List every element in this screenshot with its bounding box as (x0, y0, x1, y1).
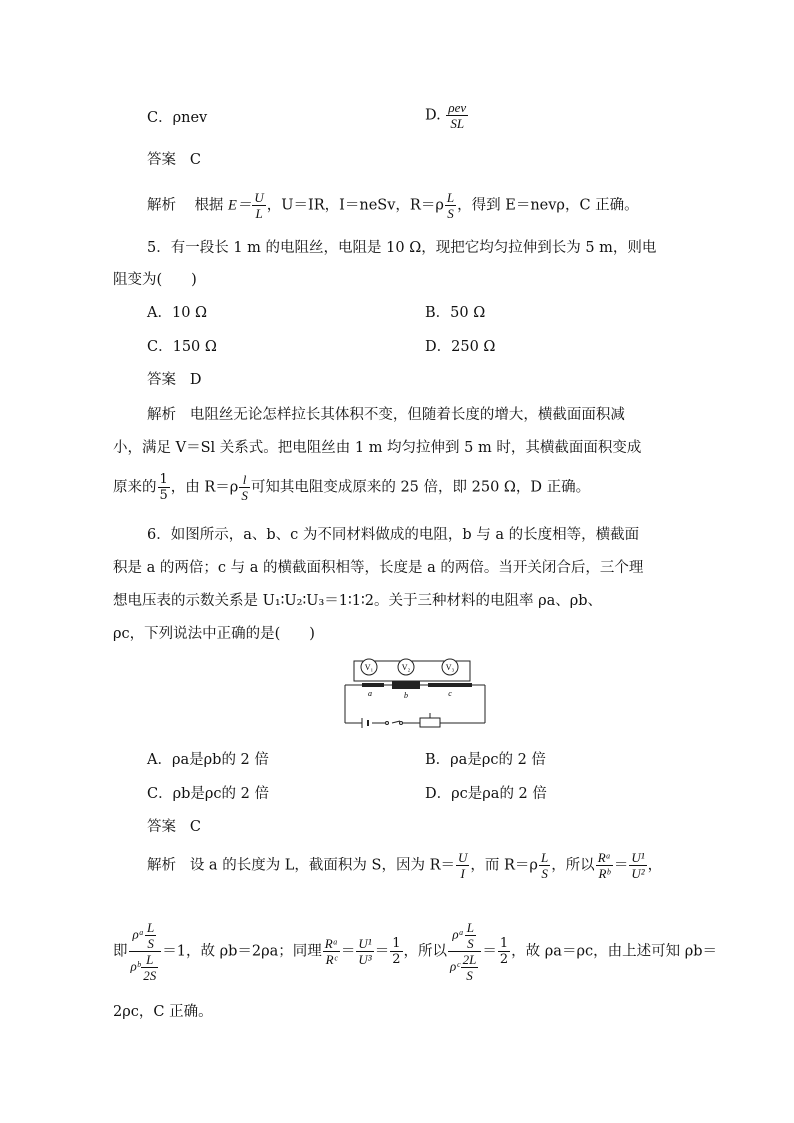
q6-answer: 答案 C (147, 819, 201, 835)
resistor-c (428, 683, 472, 687)
q6-stem-line2: 积是 a 的两倍；c 与 a 的横截面积相等，长度是 a 的两倍。当开关闭合后，三个理 (113, 560, 644, 576)
q6-option-b: B．ρa是ρc的 2 倍 (425, 752, 546, 768)
q5-stem-line2: 阻变为( ) (113, 272, 197, 288)
label-a: a (368, 689, 372, 698)
q6-option-d: D．ρc是ρa的 2 倍 (425, 786, 547, 802)
q4-option-d-fraction: $\frac{\text{ρev}}{SL}$ (448, 100, 467, 131)
q5-option-d: D．250 Ω (425, 339, 496, 355)
svg-text:V₃: V₃ (445, 663, 455, 672)
q5-option-c: C．150 Ω (147, 339, 217, 355)
q5-answer: 答案 D (147, 372, 202, 388)
q6-analysis-line2: 即 ρᵃ $\frac{L}{S}$ ρᵇ $\frac{L}{2S}$ ＝1，故 ρb＝2ρa；同理 $\frac{\text{Rᵃ}}{\text{Rᶜ}}$ ＝ $\frac{\text{U¹}}{\text{U³}}$ ＝ $\frac{1}{2}$ ，所以 ρᵃ $\frac{L}{S}$ ρᶜ $\frac{2L}{S}$ ＝ $\frac{1}{2}$ ，故 ρa＝ρc，由上述可知 ρb＝ (113, 920, 718, 983)
q5-stem-line1: 5．有一段长 1 m 的电阻丝，电阻是 10 Ω，现把它均匀拉伸到长为 5 m，则电 (147, 240, 657, 256)
q4-answer: 答案 C (147, 152, 201, 168)
q6-compound-frac-1: ρᵃ $\frac{L}{S}$ ρᵇ $\frac{L}{2S}$ (129, 920, 162, 983)
q4-option-c: C．ρnev (147, 110, 208, 126)
q6-stem-line3: 想电压表的示数关系是 U₁∶U₂∶U₃＝1∶1∶2。关于三种材料的电阻率 ρa、ρb、 (113, 593, 603, 609)
q4-frac-u-over-l: $\frac{U}{L}$ (254, 190, 264, 221)
resistor-b (392, 681, 420, 689)
q4-option-d-prefix: D. (425, 107, 441, 124)
q5-frac-l-over-s: $\frac{l}{S}$ (241, 472, 248, 503)
rheostat (420, 718, 440, 727)
voltmeter-v3 (442, 659, 458, 675)
q5-option-b: B．50 Ω (425, 305, 486, 321)
label-c: c (448, 689, 452, 698)
q6-option-c: C．ρb是ρc的 2 倍 (147, 786, 269, 802)
q4-frac-l-over-s: $\frac{L}{S}$ (446, 190, 455, 221)
svg-text:V₂: V₂ (401, 663, 411, 672)
q5-analysis-line2: 小，满足 V＝Sl 关系式。把电阻丝由 1 m 均匀拉伸到 5 m 时，其横截面面积变成 (113, 440, 642, 456)
q4-option-d (425, 100, 469, 131)
q6-analysis-line1: 解析 设 a 的长度为 L，截面积为 S，因为 R＝ $\frac{U}{I}$ ，而 R＝ρ $\frac{L}{S}$ ，所以 $\frac{\text{Rᵃ}}{\text{Rᵇ}}$ ＝ $\frac{\text{U¹}}{\text{U²}}$ ， (147, 850, 663, 881)
q6-stem-line1: 6．如图所示，a、b、c 为不同材料做成的电阻，b 与 a 的长度相等，横截面 (147, 527, 640, 543)
q6-compound-frac-2: ρᵃ $\frac{L}{S}$ ρᶜ $\frac{2L}{S}$ (448, 920, 481, 983)
q6-option-a: A．ρa是ρb的 2 倍 (147, 752, 269, 768)
resistor-a (362, 683, 384, 687)
q6-analysis-line3: 2ρc，C 正确。 (113, 1004, 213, 1020)
q6-circuit-diagram (340, 655, 490, 735)
q5-option-a: A．10 Ω (147, 305, 208, 321)
label-b: b (404, 691, 408, 700)
q5-frac-one-fifth: $\frac{1}{5}$ (159, 472, 168, 503)
q4-analysis: 解析 根据 E＝ $\frac{U}{L}$ ，U＝IR，I＝neSv，R＝ρ $\frac{L}{S}$ ，得到 E＝nevρ，C 正确。 (147, 190, 639, 221)
svg-text:V₁: V₁ (364, 663, 374, 672)
voltmeter-v1 (361, 659, 377, 675)
q6-stem-line4: ρc，下列说法中正确的是( ) (113, 626, 315, 642)
q5-analysis-line3: 原来的 $\frac{1}{5}$ ，由 R＝ρ $\frac{l}{S}$ 可知其电阻变成原来的 25 倍，即 250 Ω，D 正确。 (113, 472, 591, 503)
q5-analysis-line1: 解析 电阻丝无论怎样拉长其体积不变，但随着长度的增大，横截面面积减 (147, 407, 625, 423)
voltmeter-v2 (398, 659, 414, 675)
